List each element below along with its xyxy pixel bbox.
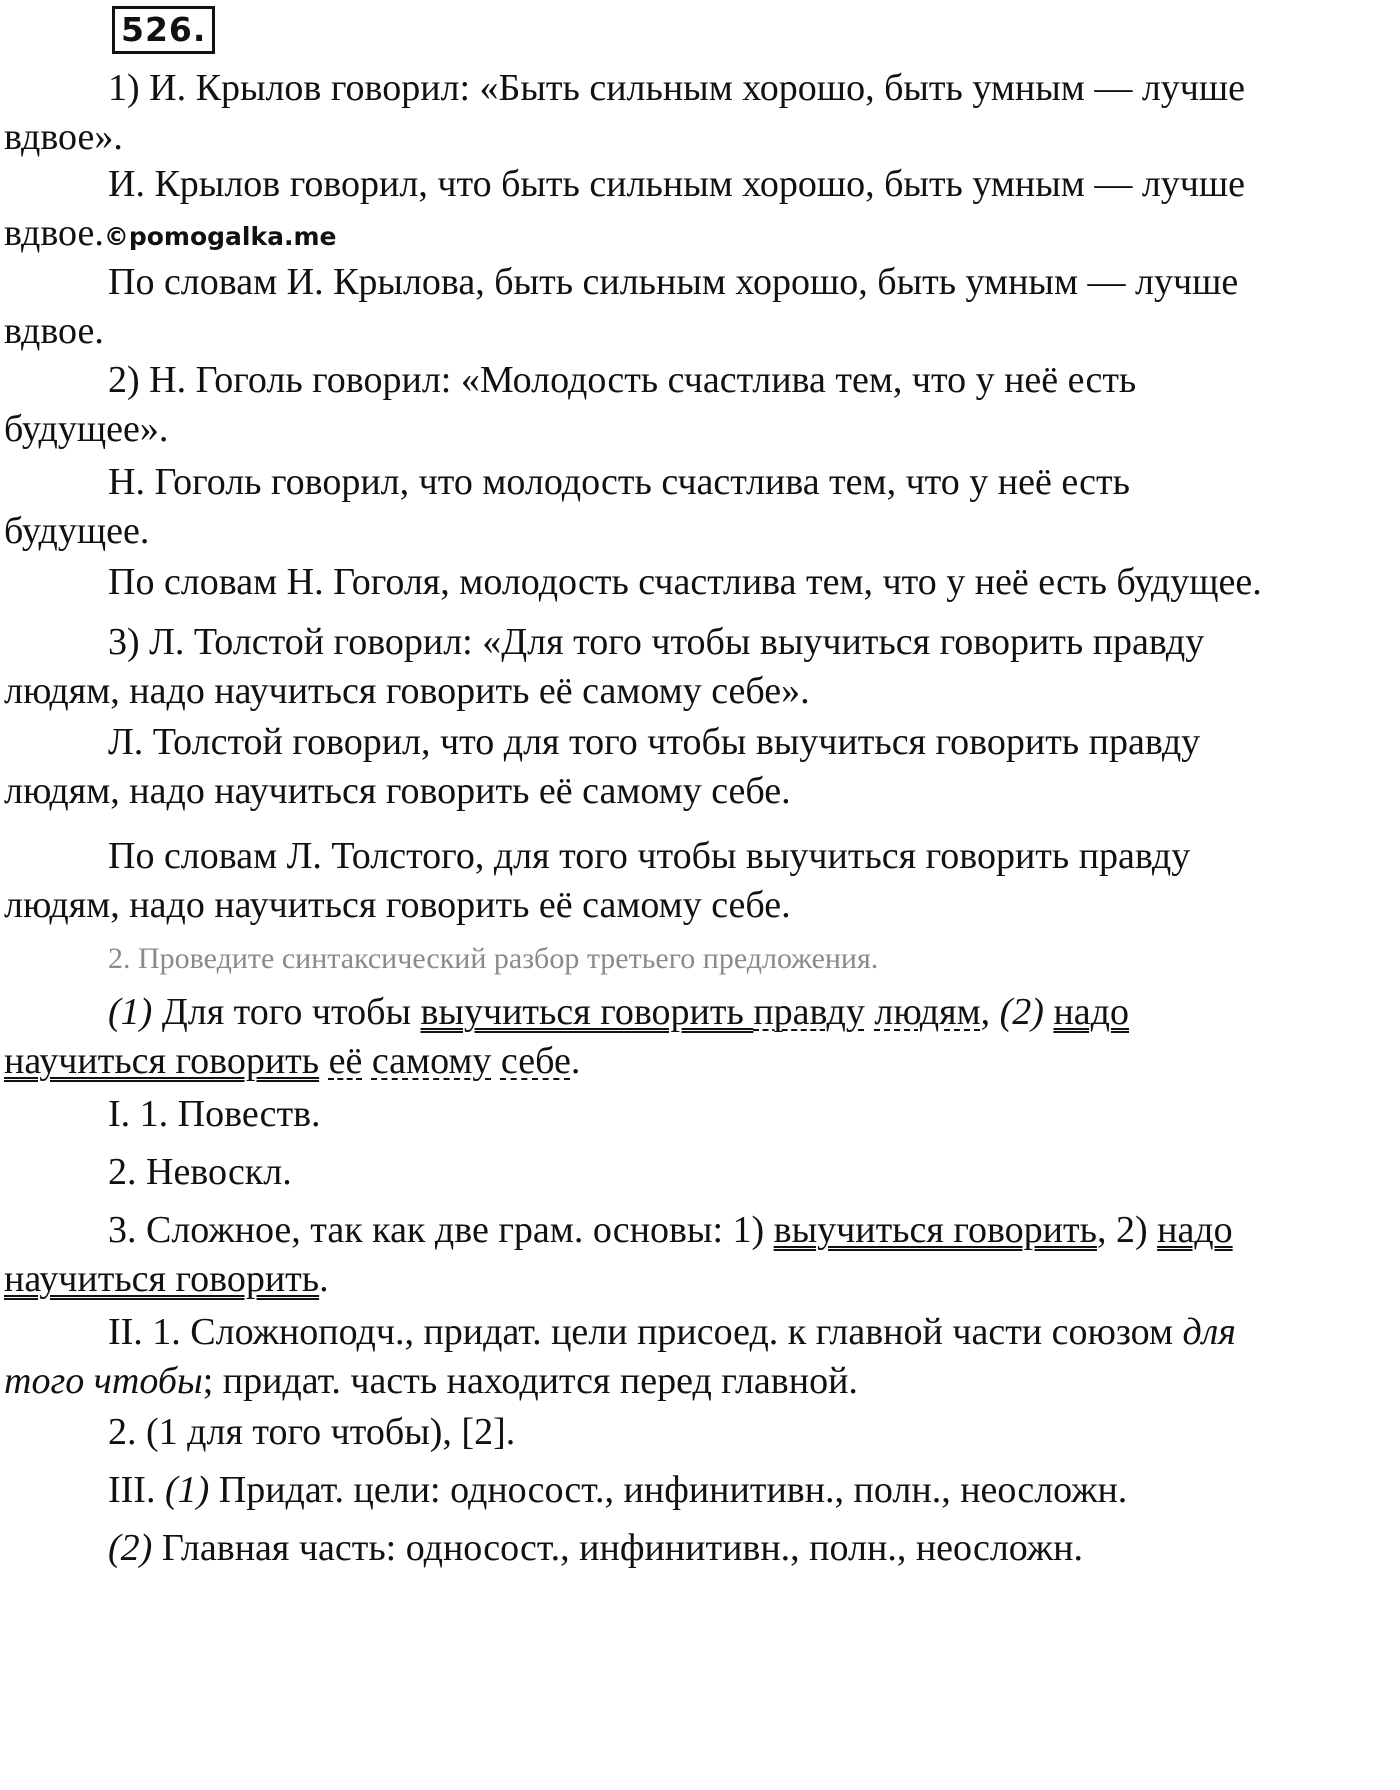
analysis-scheme (4, 1408, 1396, 1457)
text-line: 2) Н. Гоголь говорил: «Молодость счастлива тем, что у неё есть (108, 359, 1137, 401)
text-line: По словам Н. Гоголя, молодость счастлива тем, что у неё есть будущее. (108, 561, 1262, 603)
object: правду (753, 991, 865, 1033)
plain-text: Для того чтобы (152, 991, 421, 1033)
analysis-text: Придат. цели: односост., инфинитивн., полн., неосложн. (209, 1469, 1128, 1511)
analysis-text: 2. Невоскл. (108, 1151, 292, 1193)
analysis-clause-2 (4, 1524, 1396, 1573)
text-line: Н. Гоголь говорил, что молодость счастлива тем, что у неё есть (108, 461, 1130, 503)
punctuation: . (319, 1258, 329, 1300)
paragraph-krylov-quote (4, 64, 1396, 162)
text-line: И. Крылов говорил, что быть сильным хорошо, быть умным — лучше (108, 163, 1246, 205)
paragraph-tolstoy-quote (4, 618, 1396, 716)
paragraph-tolstoy-indirect (4, 718, 1396, 816)
paragraph-gogol-indirect (4, 458, 1396, 556)
text-line: По словам И. Крылова, быть сильным хорошо, быть умным — лучше (108, 261, 1239, 303)
text-line: 3) Л. Толстой говорил: «Для того чтобы выучиться говорить правду (108, 621, 1205, 663)
grammar-base: выучиться говорить (773, 1209, 1097, 1251)
exercise-number-badge: 526. (112, 6, 215, 54)
analysis-sentence-type (4, 1308, 1396, 1406)
text-line: людям, надо научиться говорить её самому себе. (4, 884, 791, 926)
paragraph-gogol-according (4, 558, 1396, 607)
clause-number: (1) (108, 991, 153, 1033)
grammar-base: научиться говорить (4, 1258, 320, 1300)
object: её (328, 1040, 363, 1082)
object: себе (500, 1040, 571, 1082)
space (362, 1040, 372, 1082)
analysis-text: Главная часть: односост., инфинитивн., полн., неосложн. (152, 1527, 1083, 1569)
paragraph-tolstoy-according (4, 832, 1396, 930)
analysis-text: III. (108, 1469, 165, 1511)
task-text: 2. Проведите синтаксический разбор третьего предложения. (108, 942, 879, 975)
analysis-text: I. 1. Повеств. (108, 1093, 321, 1135)
conjunction: того чтобы (4, 1360, 203, 1402)
analysis-text: 2. (1 для того чтобы), [2]. (108, 1411, 516, 1453)
text-line: будущее. (4, 510, 150, 552)
clause-number: (1) (164, 1469, 210, 1511)
predicate: научиться говорить (4, 1040, 320, 1082)
paragraph-gogol-quote (4, 356, 1396, 454)
paragraph-krylov-indirect (4, 160, 1396, 261)
text-line: людям, надо научиться говорить её самому себе. (4, 770, 791, 812)
analysis-text: 3. Сложное, так как две грам. основы: 1) (108, 1209, 774, 1251)
text-line: вдвое». (4, 116, 123, 158)
text-line: 1) И. Крылов говорил: «Быть сильным хорошо, быть умным — лучше (108, 67, 1246, 109)
analysis-line (4, 1090, 1396, 1139)
clause-number: (2) (108, 1527, 153, 1569)
text-line: По словам Л. Толстого, для того чтобы выучиться говорить правду (108, 835, 1191, 877)
watermark: ©pomogalka.me (103, 222, 337, 251)
object: людям (874, 991, 981, 1033)
punctuation: . (570, 1040, 581, 1082)
analysis-text: ; придат. часть находится перед главной. (202, 1360, 858, 1402)
text-line: вдвое. (4, 212, 104, 254)
paragraph-krylov-according (4, 258, 1396, 356)
object: самому (371, 1040, 492, 1082)
clause-number: (2) (999, 991, 1044, 1033)
punctuation: , (980, 991, 1000, 1033)
parsed-sentence (4, 988, 1396, 1086)
grammar-base: надо (1157, 1209, 1233, 1251)
analysis-grammar-bases (4, 1206, 1396, 1304)
space (865, 991, 875, 1033)
space (491, 1040, 501, 1082)
space (319, 1040, 329, 1082)
predicate: надо (1053, 991, 1129, 1033)
predicate: выучиться говорить (420, 991, 754, 1033)
text-line: вдвое. (4, 310, 104, 352)
task-instruction (4, 934, 1396, 983)
analysis-line (4, 1148, 1396, 1197)
text-line: будущее». (4, 408, 169, 450)
conjunction: для (1182, 1311, 1236, 1353)
text-line: Л. Толстой говорил, что для того чтобы выучиться говорить правду (108, 721, 1201, 763)
text-line: людям, надо научиться говорить её самому себе». (4, 670, 810, 712)
analysis-text: II. 1. Сложноподч., придат. цели присоед. к главной части союзом (108, 1311, 1183, 1353)
analysis-text: , 2) (1096, 1209, 1158, 1251)
analysis-clause-1 (4, 1466, 1396, 1515)
